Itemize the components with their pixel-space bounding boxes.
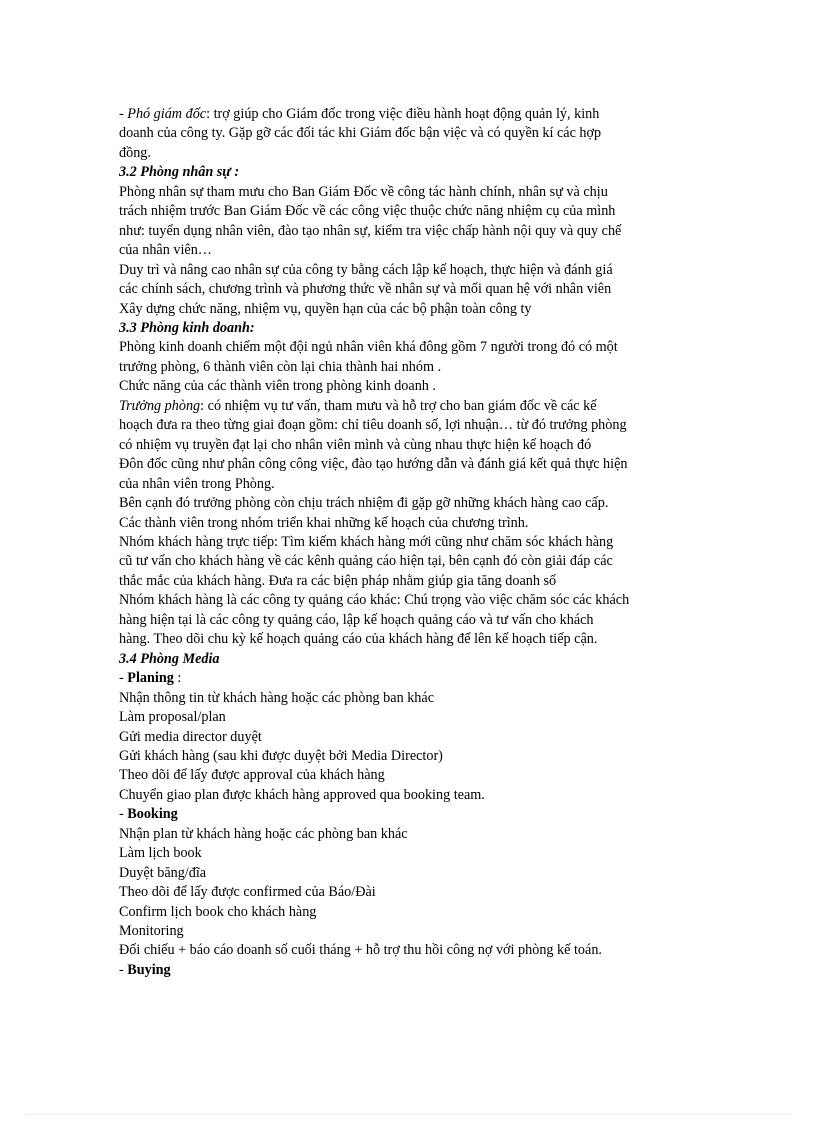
sales-line: Nhóm khách hàng là các công ty quảng cáo khác: Chú trọng vào việc chăm sóc các khách [119,592,630,609]
head-of-department-line: Trưởng phòng: có nhiệm vụ tư vấn, tham mưu và hỗ trợ cho ban giám đốc về các kế [119,397,597,414]
booking-item: Nhận plan từ khách hàng hoặc các phòng ban khác [119,825,408,842]
section-3-3-heading: 3.3 Phòng kinh doanh: [119,319,255,336]
head-of-department-label: Trưởng phòng [119,397,201,414]
planing-item: Gửi khách hàng (sau khi được duyệt bởi Media Director) [119,747,443,764]
sales-line: Phòng kinh doanh chiếm một đội ngủ nhân viên khá đông gồm 7 người trong đó có một [119,339,618,356]
page-bottom-border [24,1114,792,1115]
sales-line: cũ tư vấn cho khách hàng về các kênh quảng cáo hiện tại, bên cạnh đó còn giải đáp các [119,553,613,570]
planing-item: Gửi media director duyệt [119,728,262,745]
hr-line: như: tuyển dụng nhân viên, đào tạo nhân sự, kiểm tra việc chấp hành nội quy và quy chế [119,222,622,239]
planing-label: Planing [127,670,174,687]
sales-line: Đôn đốc cũng như phân công công việc, đào tạo hướng dẫn và đánh giá kết quả thực hiện [119,456,628,473]
hr-line: các chính sách, chương trình và phương thức về nhân sự và mối quan hệ với nhân viên [119,281,612,298]
planing-item: Chuyển giao plan được khách hàng approved qua booking team. [119,786,485,803]
planing-item: Làm proposal/plan [119,709,226,726]
planing-heading: - Planing : [119,670,182,687]
sales-line: thắc mắc của khách hàng. Đưa ra các biện pháp nhằm giúp gia tăng doanh số [119,572,557,589]
sales-line: hàng hiện tại là các công ty quảng cáo, lập kế hoạch quảng cáo và tư vấn cho khách [119,611,594,628]
booking-item: Confirm lịch book cho khách hàng [119,903,317,920]
document-body [119,105,709,980]
planing-item: Nhận thông tin từ khách hàng hoặc các phòng ban khác [119,689,434,706]
booking-item: Duyệt băng/đĩa [119,864,207,881]
booking-heading: - Booking [119,806,178,823]
booking-item: Làm lịch book [119,845,202,862]
hr-line: Phòng nhân sự tham mưu cho Ban Giám Đốc về công tác hành chính, nhân sự và chịu [119,183,608,200]
buying-heading: - Buying [119,961,171,978]
buying-label: Buying [127,961,171,978]
booking-item: Đối chiếu + báo cáo doanh số cuối tháng + hỗ trợ thu hồi công nợ với phòng kế toán. [119,942,602,959]
booking-label: Booking [127,806,178,823]
hr-line: trách nhiệm trước Ban Giám Đốc về các công việc thuộc chức năng nhiệm cụ của mình [119,203,616,220]
booking-item: Theo dõi để lấy được confirmed của Báo/Đài [119,884,376,901]
sales-line: hàng. Theo dõi chu kỳ kế hoạch quảng cáo của khách hàng để lên kế hoạch tiếp cận. [119,631,598,648]
hr-line: Duy trì và nâng cao nhân sự của công ty bằng cách lập kế hoạch, thực hiện và đánh giá [119,261,613,278]
section-3-2-heading: 3.2 Phòng nhân sự : [119,164,240,181]
sales-line: Nhóm khách hàng trực tiếp: Tìm kiếm khách hàng mới cũng như chăm sóc khách hàng [119,533,614,550]
hr-line: của nhân viên… [119,242,212,259]
sales-line: Các thành viên trong nhóm triển khai những kế hoạch của chương trình. [119,514,529,531]
section-3-4-heading: 3.4 Phòng Media [119,650,220,667]
sales-line: có nhiệm vụ truyền đạt lại cho nhân viên mình và cùng nhau thực hiện kế hoạch đó [119,436,592,453]
sales-line: của nhân viên trong Phòng. [119,475,275,492]
vice-director-line-1: - Phó giám đốc: trợ giúp cho Giám đốc trong việc điều hành hoạt động quản lý, kinh [119,106,600,122]
sales-line: hoạch đưa ra theo từng giai đoạn gồm: chỉ tiêu doanh số, lợi nhuận… từ đó trưởng phòng [119,417,627,434]
booking-item: Monitoring [119,923,184,940]
hr-line: Xây dựng chức năng, nhiệm vụ, quyền hạn của các bộ phận toàn công ty [119,300,532,317]
sales-line: trưởng phòng, 6 thành viên còn lại chia thành hai nhóm . [119,358,442,375]
vice-director-line-2: doanh của công ty. Gặp gỡ các đối tác khi Giám đốc bận việc và có quyền kí các hợp [119,125,602,142]
planing-item: Theo dõi để lấy được approval của khách hàng [119,767,385,784]
vice-director-label: Phó giám đốc [127,106,207,122]
sales-line: Chức năng của các thành viên trong phòng kinh doanh . [119,378,436,395]
sales-line: Bên cạnh đó trưởng phòng còn chịu trách nhiệm đi gặp gỡ những khách hàng cao cấp. [119,495,609,512]
vice-director-line-3: đồng. [119,144,151,161]
